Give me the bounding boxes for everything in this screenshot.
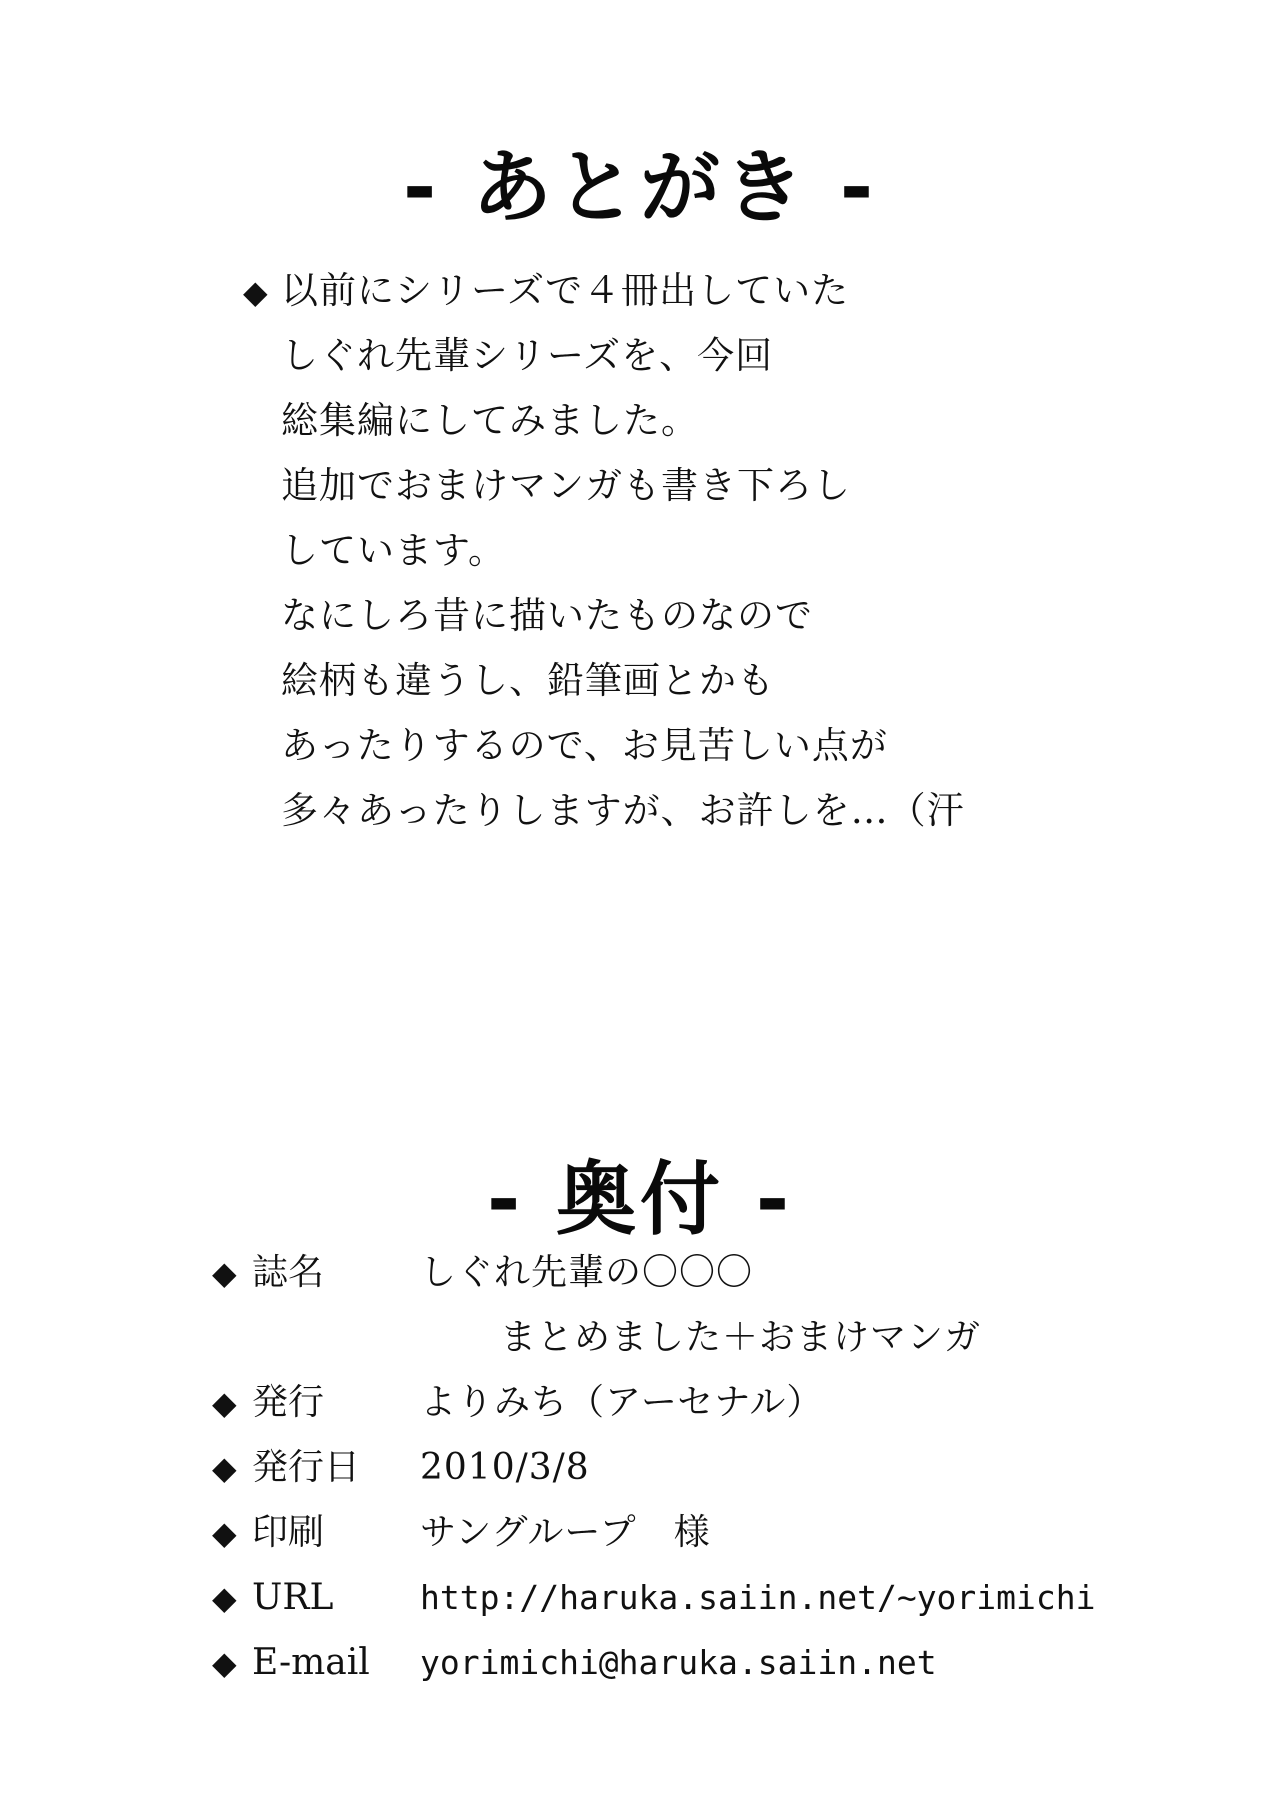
- colophon-row-title-cont: [212, 1305, 1212, 1370]
- colophon-key: [212, 1240, 324, 1306]
- colophon-table: [212, 1240, 1212, 1695]
- diamond-bullet-icon: ◆: [243, 273, 269, 311]
- diamond-bullet-icon: ◆: [212, 1644, 237, 1682]
- afterword-line-text: 以前にシリーズで４冊出していた: [281, 269, 850, 312]
- afterword-line: なにしろ昔に描いたものなので: [281, 594, 813, 637]
- afterword-line: しぐれ先輩シリーズを、今回: [281, 334, 774, 377]
- afterword-line: 絵柄も違うし、鉛筆画とかも: [281, 659, 775, 702]
- diamond-bullet-icon: ◆: [212, 1579, 237, 1617]
- url-label: URL: [252, 1577, 334, 1618]
- title-label: 誌名: [252, 1252, 325, 1293]
- colophon-row-publisher: [212, 1370, 1212, 1435]
- colophon-row-date: [212, 1435, 1212, 1500]
- url-value: http://haruka.saiin.net/~yorimichi: [420, 1578, 1096, 1617]
- colophon-row-email: [212, 1630, 1212, 1695]
- afterword-line: あったりするので、お見苦しい点が: [281, 724, 888, 767]
- date-label: 発行日: [252, 1447, 361, 1488]
- afterword-line: 多々あったりしますが、お許しを…（汗: [281, 789, 965, 832]
- colophon-row-title: [212, 1240, 1212, 1305]
- date-value: 2010/3/8: [420, 1447, 590, 1488]
- email-label: E-mail: [252, 1642, 370, 1683]
- publisher-value: よりみち（アーセナル）: [420, 1382, 824, 1423]
- colophon-key: [212, 1565, 333, 1631]
- afterword-text: [243, 258, 1083, 843]
- diamond-bullet-icon: ◆: [212, 1254, 237, 1292]
- publisher-label: 発行: [252, 1382, 325, 1423]
- colophon-key: [212, 1630, 370, 1696]
- afterword-line: 追加でおまけマンガも書き下ろし: [281, 464, 851, 507]
- printer-value: サングループ 様: [420, 1512, 711, 1553]
- diamond-bullet-icon: ◆: [212, 1384, 237, 1422]
- colophon-key: [212, 1370, 324, 1436]
- diamond-bullet-icon: ◆: [212, 1514, 237, 1552]
- title-value: しぐれ先輩の〇〇〇: [420, 1252, 754, 1293]
- diamond-bullet-icon: ◆: [212, 1449, 237, 1487]
- email-value: yorimichi@haruka.saiin.net: [420, 1643, 937, 1682]
- afterword-heading: - あとがき -: [402, 141, 878, 234]
- colophon-heading: - 奥付 -: [486, 1153, 794, 1246]
- afterword-line: [243, 258, 1083, 323]
- printer-label: 印刷: [252, 1512, 325, 1553]
- colophon-key: [212, 1500, 324, 1566]
- afterword-line: しています。: [281, 529, 507, 572]
- colophon-row-printer: [212, 1500, 1212, 1565]
- afterword-line: 総集編にしてみました。: [281, 399, 699, 442]
- colophon-row-url: [212, 1565, 1212, 1630]
- colophon-key: [212, 1435, 360, 1501]
- title-value-continued: まとめました＋おまけマンガ: [500, 1317, 982, 1358]
